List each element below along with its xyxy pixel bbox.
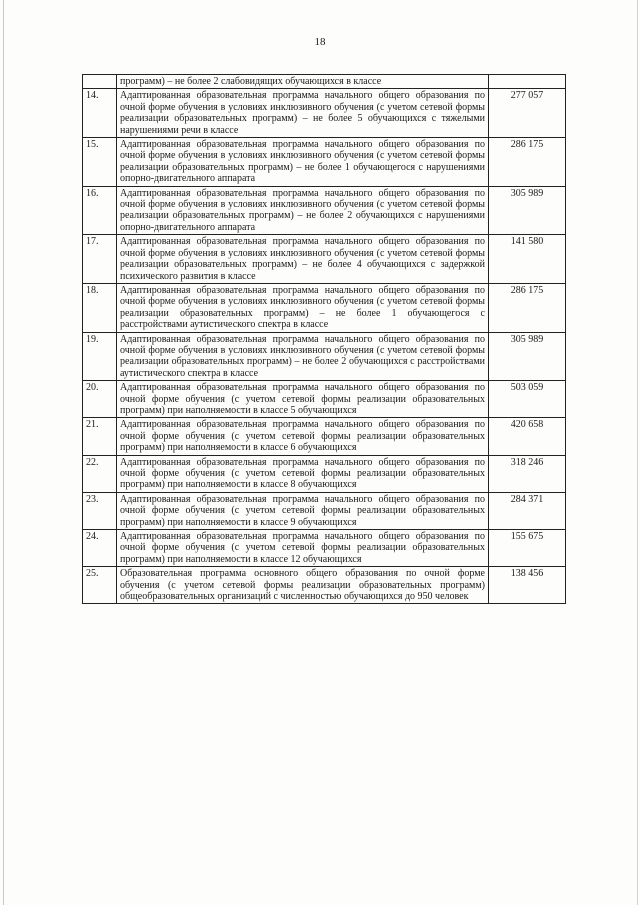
row-number — [83, 75, 117, 89]
row-number: 14. — [83, 89, 117, 138]
program-description: Адаптированная образовательная программа начального общего образования по очной форме обучения (с учетом сетевой формы реализации образовательных программ) при наполняемости в классе 5 обучающихся — [117, 381, 489, 418]
program-description: Адаптированная образовательная программа начального общего образования по очной форме обучения (с учетом сетевой формы реализации образовательных программ) при наполняемости в классе 8 обучающихся — [117, 455, 489, 492]
row-number: 16. — [83, 186, 117, 235]
program-description: Образовательная программа основного общего образования по очной форме обучения (с учетом сетевой формы реализации образовательных программ) общеобразовательных организаций с численностью обучающихся до 950 человек — [117, 567, 489, 604]
program-description: Адаптированная образовательная программа начального общего образования по очной форме обучения в условиях инклюзивного обучения (с учетом сетевой формы реализации образовательных программ) – не более 2 обучающихся с расстройствами аутистического спектра в классе — [117, 332, 489, 381]
cost-value: 318 246 — [489, 455, 566, 492]
cost-value: 155 675 — [489, 530, 566, 567]
row-number: 15. — [83, 138, 117, 187]
row-number: 18. — [83, 283, 117, 332]
table-row — [83, 138, 566, 187]
scan-edge-right — [637, 0, 638, 905]
cost-value: 286 175 — [489, 138, 566, 187]
row-number: 21. — [83, 418, 117, 455]
cost-value: 420 658 — [489, 418, 566, 455]
table-row — [83, 418, 566, 455]
table-row — [83, 332, 566, 381]
program-description: программ) – не более 2 слабовидящих обучающихся в классе — [117, 75, 489, 89]
table-row — [83, 455, 566, 492]
cost-table — [82, 74, 566, 604]
page-number: 18 — [314, 36, 326, 48]
cost-table-body — [83, 75, 566, 604]
cost-value — [489, 75, 566, 89]
row-number: 25. — [83, 567, 117, 604]
program-description: Адаптированная образовательная программа начального общего образования по очной форме обучения в условиях инклюзивного обучения (с учетом сетевой формы реализации образовательных программ) – не более 5 обучающихся с тяжелыми нарушениями речи в классе — [117, 89, 489, 138]
scan-edge-left — [3, 0, 4, 905]
cost-value: 286 175 — [489, 283, 566, 332]
row-number: 24. — [83, 530, 117, 567]
cost-value: 305 989 — [489, 332, 566, 381]
table-row — [83, 89, 566, 138]
table-row — [83, 235, 566, 284]
cost-value: 284 371 — [489, 492, 566, 529]
cost-value: 277 057 — [489, 89, 566, 138]
table-row — [83, 381, 566, 418]
table-row — [83, 530, 566, 567]
cost-value: 503 059 — [489, 381, 566, 418]
table-row — [83, 567, 566, 604]
table-row — [83, 75, 566, 89]
program-description: Адаптированная образовательная программа начального общего образования по очной форме обучения (с учетом сетевой формы реализации образовательных программ) при наполняемости в классе 6 обучающихся — [117, 418, 489, 455]
row-number: 23. — [83, 492, 117, 529]
table-row — [83, 492, 566, 529]
cost-value: 141 580 — [489, 235, 566, 284]
program-description: Адаптированная образовательная программа начального общего образования по очной форме обучения в условиях инклюзивного обучения (с учетом сетевой формы реализации образовательных программ) – не более 1 обучающегося с расстройствами аутистического спектра в классе — [117, 283, 489, 332]
row-number: 19. — [83, 332, 117, 381]
row-number: 20. — [83, 381, 117, 418]
program-description: Адаптированная образовательная программа начального общего образования по очной форме обучения в условиях инклюзивного обучения (с учетом сетевой формы реализации образовательных программ) – не более 2 обучающихся с нарушениями опорно-двигательного аппарата — [117, 186, 489, 235]
program-description: Адаптированная образовательная программа начального общего образования по очной форме обучения в условиях инклюзивного обучения (с учетом сетевой формы реализации образовательных программ) – не более 4 обучающихся с задержкой психического развития в классе — [117, 235, 489, 284]
row-number: 22. — [83, 455, 117, 492]
program-description: Адаптированная образовательная программа начального общего образования по очной форме обучения в условиях инклюзивного обучения (с учетом сетевой формы реализации образовательных программ) – не более 1 обучающегося с нарушениями опорно-двигательного аппарата — [117, 138, 489, 187]
cost-value: 138 456 — [489, 567, 566, 604]
program-description: Адаптированная образовательная программа начального общего образования по очной форме обучения (с учетом сетевой формы реализации образовательных программ) при наполняемости в классе 12 обучающихся — [117, 530, 489, 567]
row-number: 17. — [83, 235, 117, 284]
table-row — [83, 186, 566, 235]
table-row — [83, 283, 566, 332]
cost-value: 305 989 — [489, 186, 566, 235]
program-description: Адаптированная образовательная программа начального общего образования по очной форме обучения (с учетом сетевой формы реализации образовательных программ) при наполняемости в классе 9 обучающихся — [117, 492, 489, 529]
